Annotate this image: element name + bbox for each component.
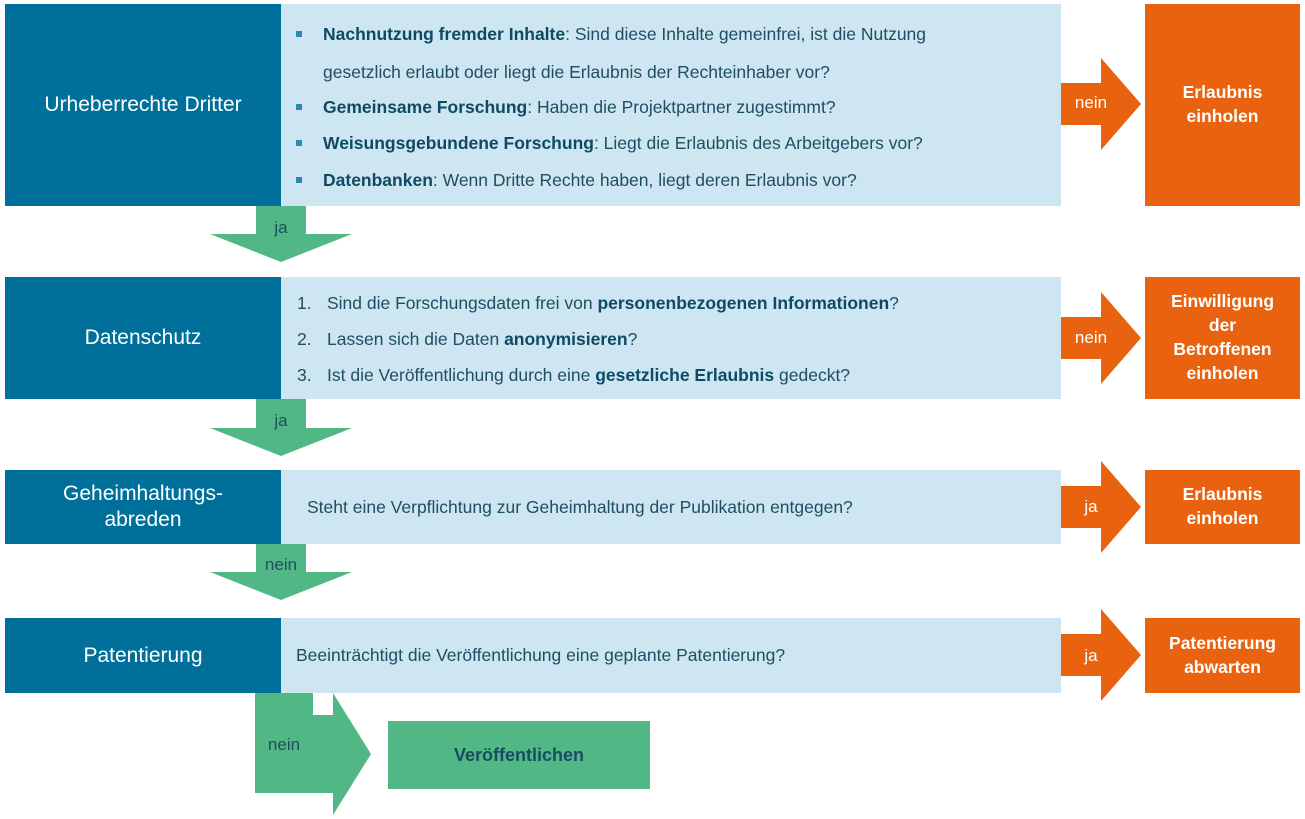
bullet-icon xyxy=(296,177,302,183)
question-text: Gemeinsame Forschung: Haben die Projektpartner zugestimmt? xyxy=(323,97,836,117)
question-text: Datenbanken: Wenn Dritte Rechte haben, liegt deren Erlaubnis vor? xyxy=(323,170,857,190)
question-text: Weisungsgebundene Forschung: Liegt die Erlaubnis des Arbeitgebers vor? xyxy=(323,133,923,153)
down-arrow-label: ja xyxy=(274,218,288,237)
category-box-patentierung: Patentierung xyxy=(5,618,281,693)
bullet-icon xyxy=(296,140,302,146)
bullet-icon xyxy=(296,31,302,37)
question-panel-patentierung xyxy=(281,618,1061,693)
result-box-erlaubnis-einholen: Erlaubnis einholen xyxy=(1145,4,1300,206)
result-box-erlaubnis-einholen-2: Erlaubnis einholen xyxy=(1145,470,1300,544)
question-panel-geheimhaltung xyxy=(281,470,1061,544)
result-box-patentierung-abwarten: Patentierung abwarten xyxy=(1145,618,1300,693)
bent-arrow-label: nein xyxy=(267,735,301,754)
question-text: gesetzlich erlaubt oder liegt die Erlaubnis der Rechteinhaber vor? xyxy=(323,62,830,82)
side-arrow-label: ja xyxy=(1084,646,1098,665)
question-text: Steht eine Verpflichtung zur Geheimhaltung der Publikation entgegen? xyxy=(307,496,853,517)
question-text: Lassen sich die Daten anonymisieren? xyxy=(327,329,638,349)
down-arrow-label: nein xyxy=(264,555,298,574)
side-arrow-label: nein xyxy=(1074,328,1108,347)
down-arrow-label: ja xyxy=(274,411,288,430)
category-box-geheimhaltung: Geheimhaltungs- abreden xyxy=(5,470,281,544)
category-box-datenschutz: Datenschutz xyxy=(5,277,281,399)
question-text: Nachnutzung fremder Inhalte: Sind diese Inhalte gemeinfrei, ist die Nutzung xyxy=(323,24,927,44)
question-panel-urheberrechte xyxy=(281,4,1061,206)
side-arrow-label: nein xyxy=(1074,93,1108,112)
result-box-einwilligung: Einwilligung der Betroffenen einholen xyxy=(1145,277,1300,399)
question-text: Sind die Forschungsdaten frei von personenbezogenen Informationen? xyxy=(327,293,899,313)
category-box-urheberrechte: Urheberrechte Dritter xyxy=(5,4,281,206)
question-panel-datenschutz xyxy=(281,277,1061,399)
bullet-icon xyxy=(296,104,302,110)
question-text: Beeinträchtigt die Veröffentlichung eine geplante Patentierung? xyxy=(296,645,786,665)
final-action-veroeffentlichen: Veröffentlichen xyxy=(388,721,650,789)
side-arrow-label: ja xyxy=(1084,497,1098,516)
question-text: Ist die Veröffentlichung durch eine gesetzliche Erlaubnis gedeckt? xyxy=(327,365,851,385)
list-number: 2. xyxy=(297,329,312,349)
list-number: 1. xyxy=(297,293,312,313)
list-number: 3. xyxy=(297,365,312,385)
